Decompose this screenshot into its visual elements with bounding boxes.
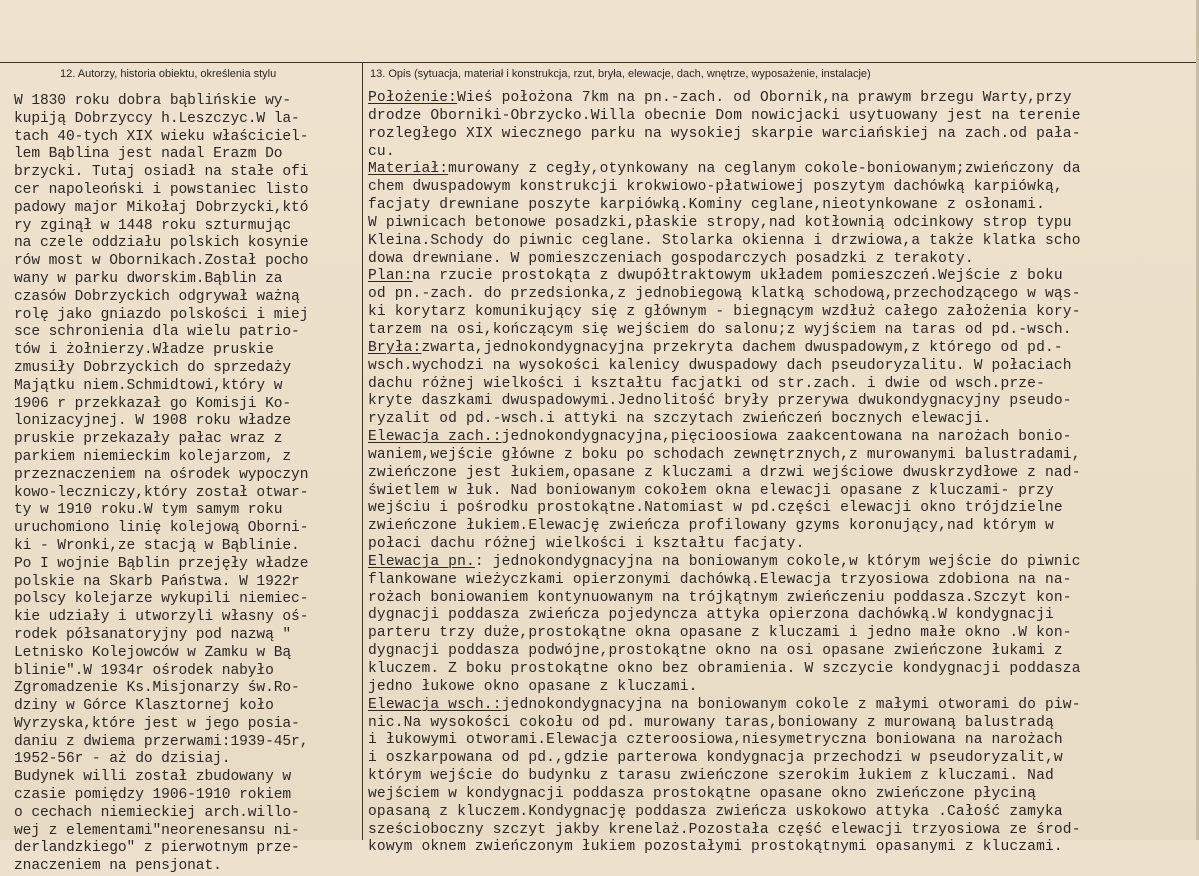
description-text-run: jednokondygnacyjna na boniowanym cokole z małymi otworami do piw- bbox=[501, 696, 1081, 713]
history-line: sce schronienia dla wielu patrio- bbox=[14, 324, 300, 341]
history-line: uruchomiono linię kolejową Oborni- bbox=[14, 520, 309, 537]
history-text bbox=[14, 93, 360, 876]
history-line: parkiem niemieckim kolejarzom, z bbox=[14, 448, 292, 465]
description-text-run: wsch.wychodzi na wysokości kalenicy dwuspadowy dach pseudoryzalitu. W połaciach bbox=[368, 357, 1072, 374]
history-line: derlandzkiego" z pierwotnym prze- bbox=[14, 840, 300, 857]
section-label: Materiał: bbox=[368, 161, 449, 178]
history-line: rów most w Obornikach.Został pocho bbox=[14, 253, 309, 270]
description-line bbox=[368, 607, 1196, 625]
description-text-run: murowany z cegły,otynkowany na ceglanym cokole-boniowanym;zwieńczony da bbox=[448, 161, 1081, 178]
section-label: Elewacja wsch.: bbox=[368, 696, 502, 713]
description-line bbox=[368, 161, 1196, 179]
description-line bbox=[368, 197, 1196, 215]
description-text-run: zwieńczone jest łukiem,opasane z kluczami a drzwi wejściowe dwuskrzydłowe z nad- bbox=[368, 464, 1081, 481]
description-text-run: dygnacji poddasza podwójne,prostokątne okno na osi opasane zwieńczone łukami z bbox=[368, 643, 1063, 660]
description-line bbox=[368, 483, 1196, 501]
history-line: pruskie przekazały pałac wraz z bbox=[14, 431, 283, 448]
description-line bbox=[368, 465, 1196, 483]
description-line bbox=[368, 822, 1196, 840]
description-text-run: W piwnicach betonowe posadzki,płaskie stropy,nad kotłownią odcinkowy strop typu bbox=[368, 214, 1072, 231]
description-text-run: połaci dachu różnej wielkości i kształtu facjaty. bbox=[368, 536, 805, 553]
description-line bbox=[368, 572, 1196, 590]
description-text bbox=[368, 90, 1196, 857]
column-divider bbox=[362, 62, 363, 840]
history-line: Zgromadzenie Ks.Misjonarzy św.Ro- bbox=[14, 680, 300, 697]
history-line: cer napoleoński i powstaniec listo bbox=[14, 181, 309, 198]
description-text-run: kryte daszkami dwuspadowymi.Jednolitość bryły przerywa dwukondygnacyjny pseudo- bbox=[368, 393, 1072, 410]
description-text-run: rozległego XIX wiecznego parku na wysokiej skarpie warciańskiej na zach.od pała- bbox=[368, 125, 1081, 142]
description-text-run: chem dwuspadowym konstrukcji krokwiowo-płatwiowej poszytym dachówką karpiówką, bbox=[368, 179, 1063, 196]
description-line bbox=[368, 536, 1196, 554]
description-text-run: opasaną z kluczem.Kondygnację poddasza zwieńcza uskokowo attyka .Całość zamyka bbox=[368, 803, 1063, 820]
section-12-heading: 12. Autorzy, historia obiektu, określenia stylu bbox=[60, 68, 277, 80]
description-line bbox=[368, 144, 1196, 162]
description-line bbox=[368, 839, 1196, 857]
history-line: ki - Wronki,ze stacją w Bąblinie. bbox=[14, 537, 300, 554]
description-text-run: Kleina.Schody do piwnic ceglane. Stolarka okienna i drzwiowa,a także klatka scho bbox=[368, 232, 1081, 249]
description-text-run: wejściem w kondygnacji poddasza prostokątne opasane okno zwieńczone płyciną bbox=[368, 785, 1037, 802]
section-label: Elewacja zach.: bbox=[368, 429, 502, 446]
description-text-run: którym wejście do budynku z tarasu zwieńczone szerokim łukiem z kluczami. Nad bbox=[368, 768, 1054, 785]
description-text-run: ryzalit od pd.-wsch.i attyki na szczytach zwieńczeń bocznych elewacji. bbox=[368, 411, 992, 428]
description-line bbox=[368, 268, 1196, 286]
description-text-run: dygnacji poddasza zwieńcza pojedyncza attyka opierzona dachówką.W kondygnacji bbox=[368, 607, 1054, 624]
history-line: znaczeniem na pensjonat. bbox=[14, 858, 222, 875]
history-line: brzycki. Tutaj osiadł na stałe ofi bbox=[14, 164, 309, 181]
description-text-run: zwieńczone łukiem.Elewację zwieńcza profilowany gzyms koronujący,nad którym w bbox=[368, 518, 1054, 535]
history-line: Majątku niem.Schmidtowi,który w bbox=[14, 377, 283, 394]
history-line: ry zginął w 1448 roku szturmując bbox=[14, 217, 292, 234]
description-line bbox=[368, 233, 1196, 251]
description-text-run: drodze Oborniki-Obrzycko.Willa obecnie Dom nowicjacki usytuowany jest na terenie bbox=[368, 107, 1081, 124]
history-line: lem Bąblina jest nadal Erazm Do bbox=[14, 146, 283, 163]
section-label: Elewacja pn. bbox=[368, 553, 475, 570]
description-text-run: jednokondygnacyjna,pięcioosiowa zaakcentowana na narożach bonio- bbox=[501, 429, 1072, 446]
history-line: 1952-56r - aż do dzisiaj. bbox=[14, 751, 231, 768]
history-line: kie udziały i utworzyli własny oś- bbox=[14, 609, 309, 626]
history-line: Budynek willi został zbudowany w bbox=[14, 769, 292, 786]
history-line: polskie na Skarb Państwa. W 1922r bbox=[14, 573, 300, 590]
description-text-run: : jednokondygnacyjna na boniowanym cokole,w którym wejście do piwnic bbox=[474, 553, 1081, 570]
history-line: zmusiły Dobrzyckich do sprzedaży bbox=[14, 359, 292, 376]
description-line bbox=[368, 251, 1196, 269]
history-line: tach 40-tych XIX wieku właściciel- bbox=[14, 128, 309, 145]
description-text-run: od pn.-zach. do przedsionka,z jednobiegową klatką schodową,przechodzącego w wąs- bbox=[368, 286, 1081, 303]
description-text-run: flankowane wieżyczkami opierzonymi dachówką.Elewacja trzyosiowa zdobiona na na- bbox=[368, 571, 1072, 588]
description-line bbox=[368, 304, 1196, 322]
description-text-run: i oszkarpowana od pd.,gdzie parterowa kondygnacja przechodzi w pseudoryzalit,w bbox=[368, 750, 1063, 767]
history-line: kowo-leczniczy,który został otwar- bbox=[14, 484, 309, 501]
description-line bbox=[368, 804, 1196, 822]
history-line: wany w parku dworskim.Bąblin za bbox=[14, 270, 283, 287]
section-label: Bryła: bbox=[368, 339, 422, 356]
history-line: na czele oddziału polskich kosynie bbox=[14, 235, 309, 252]
description-line bbox=[368, 215, 1196, 233]
description-line bbox=[368, 393, 1196, 411]
description-line bbox=[368, 697, 1196, 715]
description-text-run: cu. bbox=[368, 143, 395, 160]
description-line bbox=[368, 411, 1196, 429]
description-text-run: świetlem w łuk. Nad boniowanym cokołem okna elewacji opasane z kluczami- przy bbox=[368, 482, 1054, 499]
description-line bbox=[368, 447, 1196, 465]
description-line bbox=[368, 715, 1196, 733]
history-line: Wyrzyska,które jest w jego posia- bbox=[14, 715, 300, 732]
history-line: rolę jako gniazdo polskości i miej bbox=[14, 306, 309, 323]
history-line: kupiją Dobrzyccy h.Leszczyc.W la- bbox=[14, 110, 300, 127]
description-text-run: zwarta,jednokondygnacyjna przekryta dachem dwuspadowym,z którego od pd.- bbox=[421, 339, 1063, 356]
description-text-run: na rzucie prostokąta z dwupółtraktowym układem pomieszczeń.Wejście z boku bbox=[412, 268, 1063, 285]
description-text-run: ki korytarz komunikujący się z głównym - biegnącym wzdłuż całego założenia kory- bbox=[368, 304, 1081, 321]
description-line bbox=[368, 376, 1196, 394]
description-line bbox=[368, 108, 1196, 126]
history-line: Po I wojnie Bąblin przejęły władze bbox=[14, 555, 309, 572]
description-text-run: parteru trzy duże,prostokątne okna opasane z kluczami i jedno małe okno .W kon- bbox=[368, 625, 1072, 642]
history-line: ty w 1910 roku.W tym samym roku bbox=[14, 502, 283, 519]
description-text-run: kowym oknem zwieńczonym łukiem pozostałymi prostokątnymi opasanymi z kluczami. bbox=[368, 839, 1063, 856]
history-line: rodek półsanatoryjny pod nazwą " bbox=[14, 626, 292, 643]
description-line bbox=[368, 322, 1196, 340]
description-line bbox=[368, 786, 1196, 804]
description-text-run: tarzem na osi,kończącym się wejściem do salonu;z wyjściem na taras od pd.-wsch. bbox=[368, 321, 1072, 338]
description-line bbox=[368, 679, 1196, 697]
history-line: dziny w Górce Klasztornej koło bbox=[14, 698, 274, 715]
history-line: 1906 r przekkazał go Komisji Ko- bbox=[14, 395, 292, 412]
description-text-run: sześcioboczny szczyt jakby krenelaż.Pozostała część elewacji trzyosiowa ze środ- bbox=[368, 821, 1081, 838]
history-line: polscy kolejarze wykupili niemiec- bbox=[14, 591, 309, 608]
description-text-run: jedno łukowe okno opasane z kluczami. bbox=[368, 678, 698, 695]
description-text-run: facjaty drewniane poszyte karpiówką.Kominy ceglane,nieotynkowane z osłonami. bbox=[368, 197, 1045, 214]
history-line: przeznaczeniem na ośrodek wypoczyn bbox=[14, 466, 309, 483]
description-line bbox=[368, 768, 1196, 786]
description-text-run: dachu różnej wielkości i kształtu facjatki od str.zach. i dwie od wsch.prze- bbox=[368, 375, 1045, 392]
section-label: Plan: bbox=[368, 268, 413, 285]
description-text-run: nic.Na wysokości cokołu od pd. murowany taras,boniowany z murowaną balustradą bbox=[368, 714, 1054, 731]
description-text-run: kluczem. Z boku prostokątne okno bez obramienia. W szczycie kondygnacji poddasza bbox=[368, 661, 1081, 677]
history-line: wej z elementami"neorenesansu ni- bbox=[14, 822, 300, 839]
description-text-run: Wieś położona 7km na pn.-zach. od Obornik,na prawym brzegu Warty,przy bbox=[457, 90, 1072, 106]
description-line bbox=[368, 286, 1196, 304]
description-line bbox=[368, 429, 1196, 447]
description-line bbox=[368, 554, 1196, 572]
description-line bbox=[368, 661, 1196, 679]
history-line: W 1830 roku dobra bąblińskie wy- bbox=[14, 93, 292, 109]
history-line: padowy major Mikołaj Dobrzycki,któ bbox=[14, 199, 309, 216]
description-line bbox=[368, 590, 1196, 608]
history-line: czasów Dobrzyckich odgrywał ważną bbox=[14, 288, 300, 305]
section-label: Położenie: bbox=[368, 90, 458, 106]
description-line bbox=[368, 358, 1196, 376]
history-line: czasie pomiędzy 1906-1910 rokiem bbox=[14, 787, 292, 804]
history-line: lonizacyjnej. W 1908 roku władze bbox=[14, 413, 292, 430]
description-text-run: dowa drewniane. W pomieszczeniach gospodarczych posadzki z terakoty. bbox=[368, 250, 974, 267]
description-text-run: wejściu i pośrodku prostokątne.Natomiast w pd.części elewacji okno trójdzielne bbox=[368, 500, 1063, 517]
description-line bbox=[368, 126, 1196, 144]
history-line: o cechach niemieckiej arch.willo- bbox=[14, 804, 300, 821]
description-text-run: waniem,wejście główne z boku po schodach zewnętrznych,z murowanymi balustradami, bbox=[368, 446, 1081, 463]
history-line: tów i żołnierzy.Władze pruskie bbox=[14, 342, 274, 359]
description-text-run: rożach boniowaniem kontynuowanym na trójkątnym zwieńczeniu poddasza.Szczyt kon- bbox=[368, 589, 1072, 606]
description-text-run: i łukowymi otworami.Elewacja czteroosiowa,niesymetryczna boniowana na narożach bbox=[368, 732, 1063, 749]
description-line bbox=[368, 643, 1196, 661]
description-line bbox=[368, 500, 1196, 518]
description-line bbox=[368, 340, 1196, 358]
description-line bbox=[368, 625, 1196, 643]
description-line bbox=[368, 179, 1196, 197]
description-line bbox=[368, 518, 1196, 536]
description-line bbox=[368, 90, 1196, 108]
history-line: blinie".W 1934r ośrodek nabyło bbox=[14, 662, 274, 679]
section-13-heading: 13. Opis (sytuacja, materiał i konstrukcja, rzut, bryła, elewacje, dach, wnętrze, wyposażenie, instalacje) bbox=[370, 68, 871, 80]
history-line: daniu z dwiema przerwami:1939-45r, bbox=[14, 733, 309, 750]
history-line: Letnisko Kolejowców w Zamku w Bą bbox=[14, 644, 292, 661]
header-rule bbox=[0, 62, 1199, 63]
description-line bbox=[368, 732, 1196, 750]
description-line bbox=[368, 750, 1196, 768]
